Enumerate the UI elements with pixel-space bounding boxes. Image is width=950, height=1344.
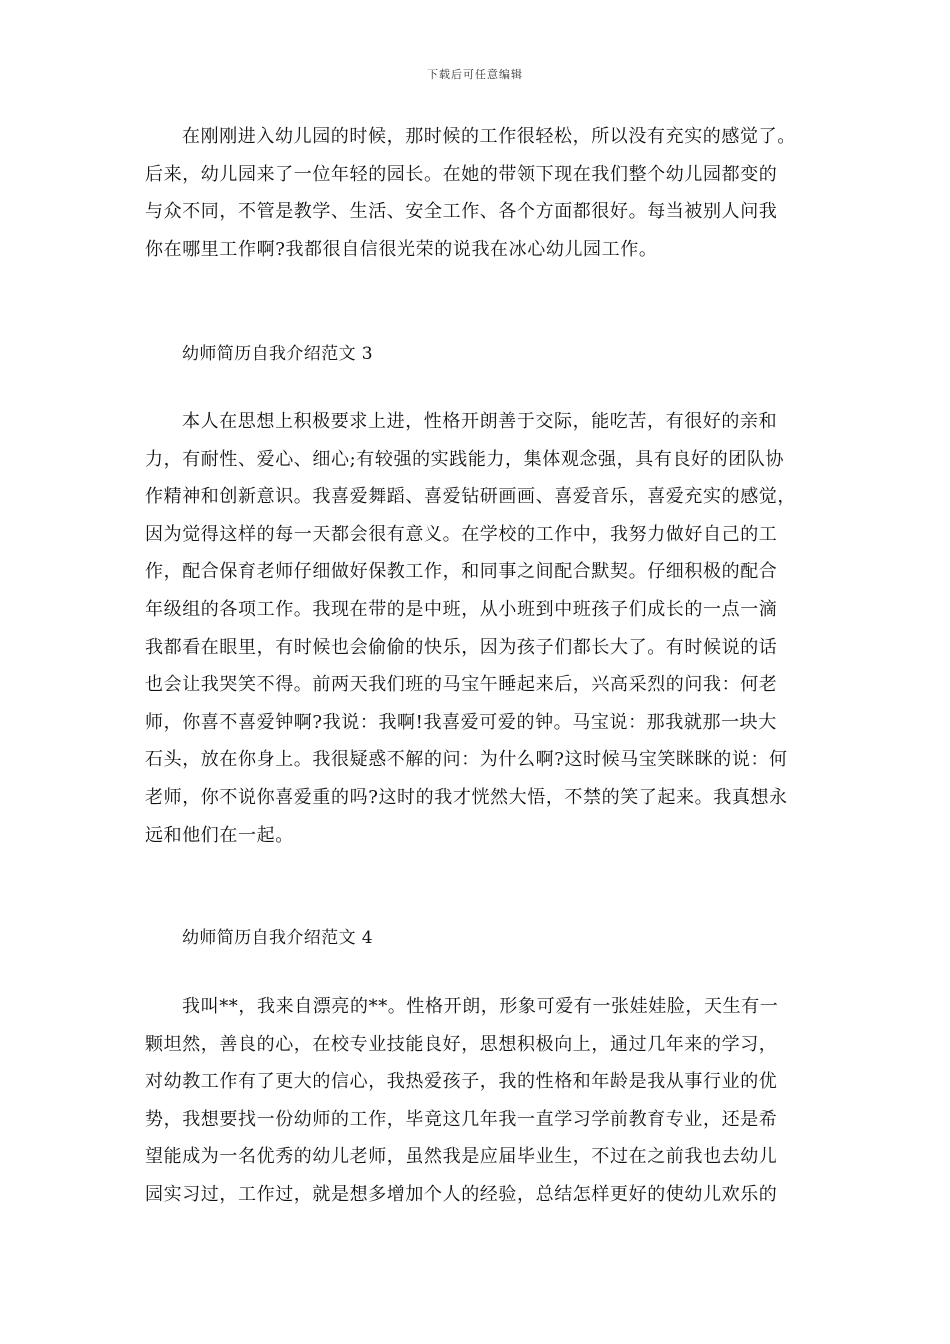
text-line: 老师，你不说你喜爱重的吗?这时的我才恍然大悟，不禁的笑了起来。我真想永 [145,786,788,808]
text-line: 本人在思想上积极要求上进，性格开朗善于交际，能吃苦，有很好的亲和 [182,411,778,432]
text-line: 年级组的各项工作。我现在带的是中班，从小班到中班孩子们成长的一点一滴 [145,598,778,620]
text-line: 对幼教工作有了更大的信心，我热爱孩子，我的性格和年龄是我从事行业的优 [145,1071,778,1093]
text-line: 远和他们在一起。 [145,824,294,846]
text-line: 作精神和创新意识。我喜爱舞蹈、喜爱钻研画画、喜爱音乐，喜爱充实的感觉， [145,486,796,508]
text-line: 你在哪里工作啊?我都很自信很光荣的说我在冰心幼儿园工作。 [145,238,658,260]
section-heading-4: 幼师简历自我介绍范文 4 [182,928,374,948]
section-heading-3: 幼师简历自我介绍范文 3 [182,344,374,364]
text-line: 也会让我哭笑不得。前两天我们班的马宝午睡起来后，兴高采烈的问我：何老 [145,674,778,696]
paragraph-3 [145,988,810,1214]
text-line: 力，有耐性、爱心、细心;有较强的实践能力，集体观念强，具有良好的团队协 [145,448,785,470]
text-line: 我叫**，我来自漂亮的**。性格开朗，形象可爱有一张娃娃脸，天生有一 [182,996,779,1017]
text-line: 势，我想要找一份幼师的工作，毕竟这几年我一直学习学前教育专业，还是希 [145,1108,778,1130]
text-line: 我都看在眼里，有时候也会偷偷的快乐，因为孩子们都长大了。有时候说的话 [145,636,778,658]
text-line: 园实习过，工作过，就是想多增加个人的经验，总结怎样更好的使幼儿欢乐的 [145,1183,778,1205]
page-header: 下载后可任意编辑 [427,68,523,81]
text-line: 师，你喜不喜爱钟啊?我说：我啊!我喜爱可爱的钟。马宝说：那我就那一块大 [145,711,777,733]
text-line: 因为觉得这样的每一天都会很有意义。在学校的工作中，我努力做好自己的工 [145,523,778,545]
text-line: 后来，幼儿园来了一位年轻的园长。在她的带领下现在我们整个幼儿园都变的 [145,163,778,185]
text-line: 石头，放在你身上。我很疑惑不解的问：为什么啊?这时候马宝笑眯眯的说：何 [145,749,788,771]
paragraph-1 [145,118,810,268]
text-line: 作，配合保育老师仔细做好保教工作，和同事之间配合默契。仔细积极的配合 [145,561,778,583]
text-line: 望能成为一名优秀的幼儿老师，虽然我是应届毕业生，不过在之前我也去幼儿 [145,1146,778,1168]
paragraph-2 [145,403,810,854]
text-line: 在刚刚进入幼儿园的时候，那时候的工作很轻松，所以没有充实的感觉了。 [182,126,796,147]
text-line: 颗坦然，善良的心，在校专业技能良好，思想积极向上，通过几年来的学习， [145,1033,778,1055]
text-line: 与众不同，不管是教学、生活、安全工作、各个方面都很好。每当被别人问我 [145,201,778,223]
